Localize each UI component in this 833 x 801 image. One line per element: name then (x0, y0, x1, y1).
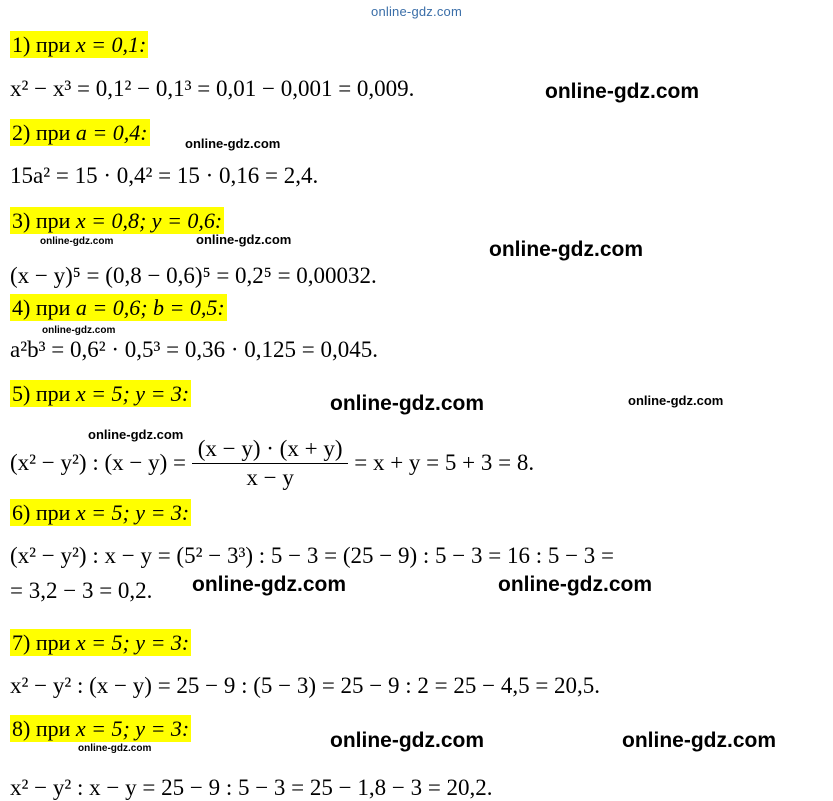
task-1-solution-text: x² − x³ = 0,1² − 0,1³ = 0,01 − 0,001 = 0,009. (10, 76, 415, 101)
task-8-solution-text: x² − y² : x − y = 25 − 9 : 5 − 3 = 25 − 1,8 − 3 = 20,2. (10, 775, 493, 800)
task-6-number: 6) (12, 500, 31, 525)
task-3-condition-highlight (10, 207, 224, 234)
task-4-solution-text: a²b³ = 0,6² · 0,5³ = 0,36 · 0,125 = 0,045. (10, 337, 379, 362)
task-5-condition-math: x = 5; y = 3: (75, 381, 190, 406)
task-1-condition-math: x = 0,1: (75, 32, 147, 57)
watermark: online-gdz.com (628, 393, 724, 408)
task-2-condition-math: a = 0,4: (75, 120, 148, 145)
task-6-condition (10, 500, 191, 526)
task-3-number: 3) (12, 208, 31, 233)
task-3-prefix: при (35, 208, 71, 233)
task-1-condition-highlight (10, 31, 148, 58)
task-2-condition (10, 120, 150, 146)
task-1-condition (10, 32, 148, 58)
task-5-solution-left: (x² − y²) : (x − y) = (10, 449, 186, 475)
task-7-condition-math: x = 5; y = 3: (75, 630, 190, 655)
task-6-prefix: при (35, 500, 71, 525)
watermark: online-gdz.com (489, 238, 643, 261)
task-2-prefix: при (35, 120, 71, 145)
task-5-fraction-denominator: x − y (192, 463, 349, 491)
task-5-fraction (192, 436, 349, 491)
task-1-number: 1) (12, 32, 31, 57)
watermark: online-gdz.com (78, 743, 152, 754)
top-watermark: online-gdz.com (371, 4, 462, 19)
task-4-condition-highlight (10, 294, 227, 321)
task-8-condition (10, 716, 191, 742)
task-8-number: 8) (12, 716, 31, 741)
task-5-fraction-numerator: (x − y) · (x + y) (197, 436, 343, 461)
task-6-solution-line2-text: = 3,2 − 3 = 0,2. (10, 578, 153, 603)
task-5-condition-highlight (10, 380, 191, 407)
task-7-condition (10, 630, 191, 656)
task-6-solution-line1-text: (x² − y²) : x − y = (5² − 3³) : 5 − 3 = (25 − 9) : 5 − 3 = 16 : 5 − 3 = (10, 543, 615, 568)
task-8-condition-highlight (10, 715, 191, 742)
watermark: online-gdz.com (622, 729, 776, 752)
task-4-condition-math: a = 0,6; b = 0,5: (75, 295, 225, 320)
task-1-prefix: при (35, 32, 71, 57)
task-4-number: 4) (12, 295, 31, 320)
watermark: online-gdz.com (196, 232, 292, 247)
watermark: online-gdz.com (40, 236, 114, 247)
task-3-solution (10, 263, 377, 289)
task-5-condition (10, 381, 191, 407)
task-1-solution (10, 76, 414, 102)
watermark: online-gdz.com (330, 392, 484, 415)
task-6-solution-line-1 (10, 543, 614, 569)
task-7-prefix: при (35, 630, 71, 655)
task-8-prefix: при (35, 716, 71, 741)
watermark: online-gdz.com (330, 729, 484, 752)
task-4-solution (10, 337, 378, 363)
task-6-condition-math: x = 5; y = 3: (75, 500, 190, 525)
watermark: online-gdz.com (88, 427, 184, 442)
task-7-solution-text: x² − y² : (x − y) = 25 − 9 : (5 − 3) = 25 − 9 : 2 = 25 − 4,5 = 20,5. (10, 673, 601, 698)
task-6-solution-line-2 (10, 578, 152, 604)
watermark: online-gdz.com (545, 80, 699, 103)
task-7-condition-highlight (10, 629, 191, 656)
watermark: online-gdz.com (192, 573, 346, 596)
task-8-condition-math: x = 5; y = 3: (75, 716, 190, 741)
watermark: online-gdz.com (185, 136, 281, 151)
watermark: online-gdz.com (498, 573, 652, 596)
task-4-prefix: при (35, 295, 71, 320)
task-3-solution-text: (x − y)⁵ = (0,8 − 0,6)⁵ = 0,2⁵ = 0,00032. (10, 263, 377, 288)
task-2-solution (10, 163, 318, 189)
task-4-condition (10, 295, 227, 321)
task-6-condition-highlight (10, 499, 191, 526)
task-5-solution-right: = x + y = 5 + 3 = 8. (354, 449, 535, 475)
task-3-condition (10, 208, 224, 234)
task-8-solution (10, 775, 493, 801)
task-7-solution (10, 673, 600, 699)
task-3-condition-math: x = 0,8; y = 0,6: (75, 208, 223, 233)
task-2-number: 2) (12, 120, 31, 145)
task-2-condition-highlight (10, 119, 150, 146)
task-5-prefix: при (35, 381, 71, 406)
task-5-number: 5) (12, 381, 31, 406)
watermark: online-gdz.com (42, 325, 116, 336)
task-2-solution-text: 15a² = 15 · 0,4² = 15 · 0,16 = 2,4. (10, 163, 319, 188)
task-7-number: 7) (12, 630, 31, 655)
task-5-solution (10, 437, 534, 492)
